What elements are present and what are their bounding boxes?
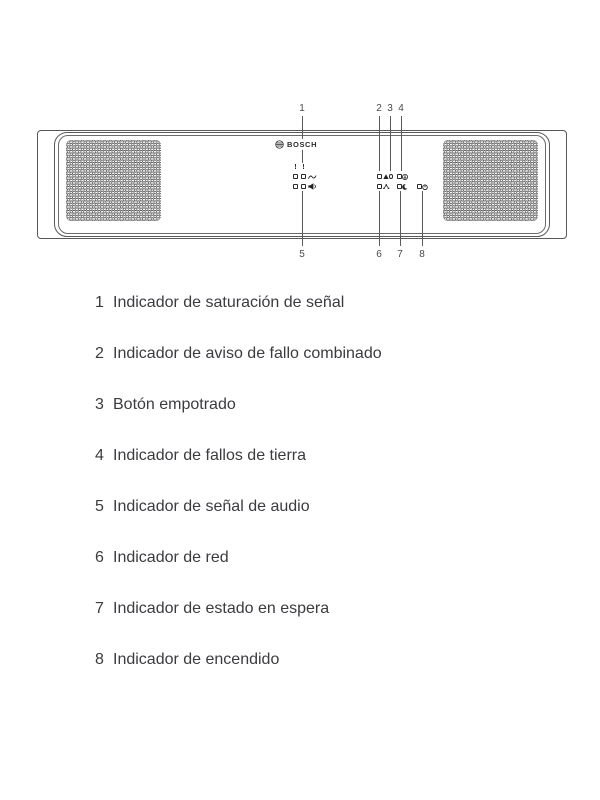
legend-item-5 <box>95 497 310 516</box>
legend-item-6 <box>95 548 229 567</box>
legend-item-8 <box>95 650 279 669</box>
callout-line-2 <box>379 116 380 171</box>
callout-number-2: 2 <box>376 103 382 114</box>
callout-number-4: 4 <box>398 103 404 114</box>
callout-number-8: 8 <box>419 249 425 260</box>
legend-item-7 <box>95 599 329 618</box>
callout-line-4 <box>401 116 402 171</box>
standby-moon-icon <box>402 184 408 190</box>
callout-line-6 <box>379 191 380 246</box>
speaker-icon <box>308 183 318 190</box>
callout-number-3: 3 <box>387 103 393 114</box>
legend-number: 3 <box>95 396 104 413</box>
legend-label: Indicador de fallos de tierra <box>113 447 306 464</box>
legend-item-3 <box>95 395 236 414</box>
legend-number: 6 <box>95 549 104 566</box>
network-icon <box>383 184 390 190</box>
legend-label: Indicador de red <box>113 549 229 566</box>
audio-led-1 <box>293 184 298 189</box>
legend-item-4 <box>95 446 306 465</box>
callout-number-7: 7 <box>397 249 403 260</box>
legend-number: 5 <box>95 498 104 515</box>
legend-label: Botón empotrado <box>113 396 236 413</box>
clip-indicator-icon: ! <box>302 164 305 171</box>
callout-number-5: 5 <box>299 249 305 260</box>
legend-number: 1 <box>95 294 104 311</box>
clip-indicator-icon: ! <box>294 164 297 171</box>
network-led <box>377 184 382 189</box>
ventilation-grille-left <box>66 140 161 221</box>
callout-number-1: 1 <box>299 103 305 114</box>
fault-led <box>377 174 382 179</box>
callout-number-6: 6 <box>376 249 382 260</box>
callout-line-8 <box>422 191 423 246</box>
callout-line-5 <box>302 191 303 246</box>
callout-line-3 <box>390 116 391 171</box>
callout-line-7 <box>400 191 401 246</box>
ventilation-grille-right <box>443 140 538 221</box>
recessed-button[interactable] <box>389 174 394 179</box>
signal-led-2 <box>301 174 306 179</box>
ground-fault-icon <box>402 174 408 180</box>
legend-number: 8 <box>95 651 104 668</box>
legend-number: 7 <box>95 600 104 617</box>
power-icon <box>422 184 428 190</box>
legend-label: Indicador de señal de audio <box>113 498 310 515</box>
audio-led-2 <box>301 184 306 189</box>
legend-item-1 <box>95 293 344 312</box>
legend-number: 4 <box>95 447 104 464</box>
legend-label: Indicador de saturación de señal <box>113 294 345 311</box>
signal-led-1 <box>293 174 298 179</box>
legend-label: Indicador de estado en espera <box>113 600 330 617</box>
bosch-logo <box>273 139 319 150</box>
legend-label: Indicador de aviso de fallo combinado <box>113 345 382 362</box>
legend-item-2 <box>95 344 382 363</box>
sine-wave-icon <box>308 175 317 180</box>
bosch-armature-icon <box>275 140 284 149</box>
brand-text: BOSCH <box>287 139 318 149</box>
legend-label: Indicador de encendido <box>113 651 280 668</box>
legend-number: 2 <box>95 345 104 362</box>
